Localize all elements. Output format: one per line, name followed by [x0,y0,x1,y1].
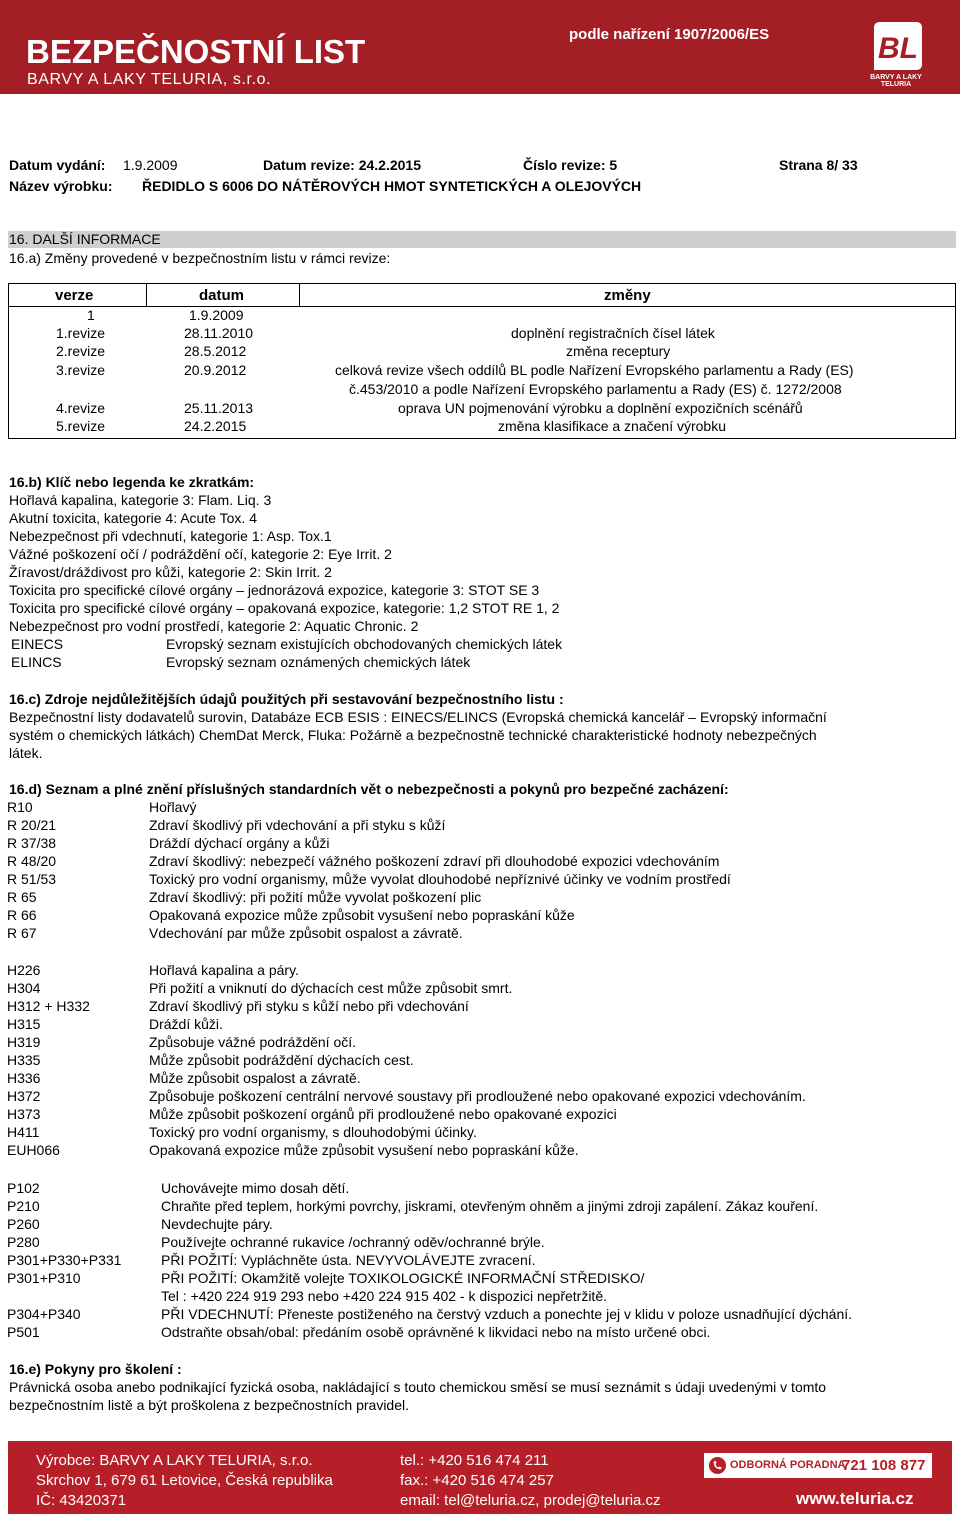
statement-code: R 20/21 [7,817,57,833]
issue-label: Datum vydání: [9,157,106,173]
revision-table [8,283,956,439]
statement-text: Toxický pro vodní organismy, může vyvolat dlouhodobé nepříznivé účinky ve vodním prostředí [149,871,731,887]
table-cell-date: 1.9.2009 [189,307,244,323]
legend-line: Hořlavá kapalina, kategorie 3: Flam. Liq. 3 [9,492,272,508]
statement-text: Zdraví škodlivý: nebezpečí vážného poškození zdraví při dlouhodobé expozici vdechováním [149,853,720,869]
subsection-b-title: 16.b) Klíč nebo legenda ke zkratkám: [9,474,255,490]
subsection-d-title: 16.d) Seznam a plné znění příslušných standardních vět o nebezpečnosti a pokynů pro bezpečné zacházení: [9,781,729,797]
sources-line: látek. [9,745,43,761]
footer-tel: tel.: +420 516 474 211 [400,1452,549,1469]
statement-code: H226 [7,962,41,978]
statement-code: R10 [7,799,33,815]
footer-email: email: tel@teluria.cz, prodej@teluria.cz [400,1492,661,1509]
table-divider [9,306,955,307]
sources-line: systém o chemických látkách) ChemDat Merck, Fluka: Požárně a bezpečnostně technické charakteristické hodnoty nebezpečných [9,727,817,743]
table-cell-date: 28.11.2010 [184,325,254,341]
statement-code: P210 [7,1198,40,1214]
statement-code: H312 + H332 [7,998,90,1014]
statement-text: Hořlavá kapalina a páry. [149,962,299,978]
footer-website[interactable]: www.teluria.cz [796,1489,914,1508]
statement-code: P102 [7,1180,40,1196]
statement-text: Nevdechujte páry. [161,1216,273,1232]
statement-text: Může způsobit podráždění dýchacích cest. [149,1052,414,1068]
product-name: ŘEDIDLO S 6006 DO NÁTĚROVÝCH HMOT SYNTETICKÝCH A OLEJOVÝCH [142,178,642,194]
statement-code: R 65 [7,889,37,905]
table-divider [299,284,300,306]
statement-code: H411 [7,1124,40,1140]
col-header-date: datum [199,287,244,304]
table-cell-version: 4.revize [56,400,106,416]
statement-code: EUH066 [7,1142,60,1158]
logo-text-1: BARVY A LAKY [870,74,922,81]
statement-code: P301+P310 [7,1270,81,1286]
statement-text: Způsobuje poškození centrální nervové soustavy při prodloužené nebo opakované expozici vdechováním. [149,1088,806,1104]
issue-value: 1.9.2009 [123,157,178,173]
table-cell-change: změna receptury [566,343,671,359]
subsection-c-title: 16.c) Zdroje nejdůležitějších údajů použitých při sestavování bezpečnostního listu : [9,691,564,707]
abbr-code: ELINCS [11,654,62,670]
table-cell-version: 2.revize [56,343,106,359]
table-cell-date: 25.11.2013 [184,400,254,416]
page-number: Strana 8/ 33 [779,157,858,173]
legend-line: Toxicita pro specifické cílové orgány – jednorázová expozice, kategorie 3: STOT SE 3 [9,582,540,598]
statement-code: H372 [7,1088,41,1104]
table-cell-version: 5.revize [56,418,106,434]
statement-text: Používejte ochranné rukavice /ochranný oděv/ochranné brýle. [161,1234,545,1250]
statement-text: Odstraňte obsah/obal: předáním osobě oprávněné k likvidaci nebo na místo určené obci. [161,1324,711,1340]
subsection-a-title: 16.a) Změny provedené v bezpečnostním listu v rámci revize: [9,250,391,266]
subsection-e-title: 16.e) Pokyny pro školení : [9,1361,182,1377]
statement-code: P301+P330+P331 [7,1252,122,1268]
statement-text: Dráždí dýchací orgány a kůži [149,835,330,851]
legend-line: Žíravost/dráždivost pro kůži, kategorie 2: Skin Irrit. 2 [9,564,332,580]
table-cell-change: doplnění registračních čísel látek [511,325,715,341]
meta-row-1 [0,157,960,175]
statement-code: P260 [7,1216,40,1232]
statement-text: Chraňte před teplem, horkými povrchy, jiskrami, otevřeným ohněm a jinými zdroji zapálení. Zákaz kouření. [161,1198,819,1214]
table-cell-date: 20.9.2012 [184,362,247,378]
revision-date: Datum revize: 24.2.2015 [263,157,421,173]
statement-text: Uchovávejte mimo dosah dětí. [161,1180,350,1196]
footer-fax: fax.: +420 516 474 257 [400,1472,554,1489]
statement-code: H336 [7,1070,41,1086]
footer-address: Skrchov 1, 679 61 Letovice, Česká republika [36,1472,333,1489]
statement-text: Může způsobit poškození orgánů při prodloužené nebo opakované expozici [149,1106,617,1122]
statement-code: R 48/20 [7,853,57,869]
statement-code: H304 [7,980,41,996]
abbr-text: Evropský seznam oznámených chemických látek [166,654,471,670]
meta-row-2 [0,178,960,196]
statement-text: Vdechování par může způsobit ospalost a závratě. [149,925,463,941]
table-cell-version: 1 [87,307,95,323]
statement-text: Dráždí kůži. [149,1016,223,1032]
statement-code: H373 [7,1106,41,1122]
legend-line: Toxicita pro specifické cílové orgány – opakovaná expozice, kategorie: 1,2 STOT RE 1, 2 [9,600,560,616]
table-cell-change: oprava UN pojmenování výrobku a doplnění expozičních scénářů [398,400,803,416]
table-divider [146,284,147,306]
table-cell-change: celková revize všech oddílů BL podle Nařízení Evropského parlamentu a Rady (ES) [335,362,854,378]
statement-text: Způsobuje vážné podráždění očí. [149,1034,357,1050]
col-header-changes: změny [604,287,651,304]
section-title: 16. DALŠÍ INFORMACE [9,231,161,247]
legend-line: Akutní toxicita, kategorie 4: Acute Tox. 4 [9,510,257,526]
statement-text: Zdraví škodlivý při vdechování a při styku s kůží [149,817,446,833]
legend-line: Nebezpečnost při vdechnutí, kategorie 1: Asp. Tox.1 [9,528,332,544]
hotline-label: ODBORNÁ PORADNA [730,1459,846,1471]
document-title: BEZPEČNOSTNÍ LIST [26,33,366,70]
footer-producer: Výrobce: BARVY A LAKY TELURIA, s.r.o. [36,1452,313,1469]
table-cell-date: 24.2.2015 [184,418,247,434]
phone-icon [708,1456,727,1475]
statement-text: Při požití a vniknutí do dýchacích cest může způsobit smrt. [149,980,513,996]
statement-text: Může způsobit ospalost a závratě. [149,1070,361,1086]
training-line: bezpečnostním listě a být proškolena z bezpečnostních pravidel. [9,1397,410,1413]
bl-logo [866,20,926,88]
regulation-text: podle nařízení 1907/2006/ES [569,26,770,43]
col-header-version: verze [55,287,94,304]
training-line: Právnická osoba anebo podnikající fyzická osoba, nakládající s touto chemickou směsí se musí seznámit s údaji uvedenými v tomto [9,1379,827,1395]
statement-code: R 66 [7,907,37,923]
statement-code: H335 [7,1052,41,1068]
company-name: BARVY A LAKY TELURIA, s.r.o. [27,71,272,88]
legend-line: Vážné poškození očí / podráždění očí, kategorie 2: Eye Irrit. 2 [9,546,392,562]
statement-text: Tel : +420 224 919 293 nebo +420 224 915 402 - k dispozici nepřetržitě. [161,1288,607,1304]
abbr-text: Evropský seznam existujících obchodovaných chemických látek [166,636,563,652]
table-cell-change: změna klasifikace a značení výrobku [498,418,726,434]
statement-text: PŘI POŽITÍ: Vypláchněte ústa. NEVYVOLÁVEJTE zvracení. [161,1252,536,1268]
statement-code: R 51/53 [7,871,57,887]
statement-code: P501 [7,1324,40,1340]
table-cell-date: 28.5.2012 [184,343,247,359]
table-cell-version: 1.revize [56,325,106,341]
logo-initials: BL [878,32,918,65]
footer-ico: IČ: 43420371 [36,1492,127,1509]
statement-code: R 37/38 [7,835,57,851]
table-cell-change-cont: č.453/2010 a podle Nařízení Evropského parlamentu a Rady (ES) č. 1272/2008 [349,381,842,397]
hotline-number: 721 108 877 [842,1457,926,1474]
legend-line: Nebezpečnost pro vodní prostředí, kategorie 2: Aquatic Chronic. 2 [9,618,419,634]
statement-text: PŘI VDECHNUTÍ: Přeneste postiženého na čerstvý vzduch a ponechte jej v klidu v poloze usnadňující dýchání. [161,1306,853,1322]
abbr-code: EINECS [11,636,64,652]
statement-text: Opakovaná expozice může způsobit vysušení nebo popraskání kůže [149,907,575,923]
statement-code: P304+P340 [7,1306,81,1322]
statement-text: Zdraví škodlivý při styku s kůží nebo při vdechování [149,998,469,1014]
statement-text: Toxický pro vodní organismy, s dlouhodobými účinky. [149,1124,477,1140]
statement-text: PŘI POŽITÍ: Okamžitě volejte TOXIKOLOGICKÉ INFORMAČNÍ STŘEDISKO/ [161,1270,645,1286]
statement-code: R 67 [7,925,37,941]
revision-number: Číslo revize: 5 [523,157,618,173]
statement-code: H315 [7,1016,41,1032]
logo-text-2: TELURIA [880,81,912,88]
sources-line: Bezpečnostní listy dodavatelů surovin, Databáze ECB ESIS : EINECS/ELINCS (Evropská chemická kancelář – Evropský informační [9,709,827,725]
product-label: Název výrobku: [9,178,113,194]
statement-code: P280 [7,1234,40,1250]
statement-code: H319 [7,1034,41,1050]
statement-text: Zdraví škodlivý: při požití může vyvolat poškození plic [149,889,482,905]
statement-text: Hořlavý [149,799,197,815]
statement-text: Opakovaná expozice může způsobit vysušení nebo popraskání kůže. [149,1142,579,1158]
table-cell-version: 3.revize [56,362,106,378]
